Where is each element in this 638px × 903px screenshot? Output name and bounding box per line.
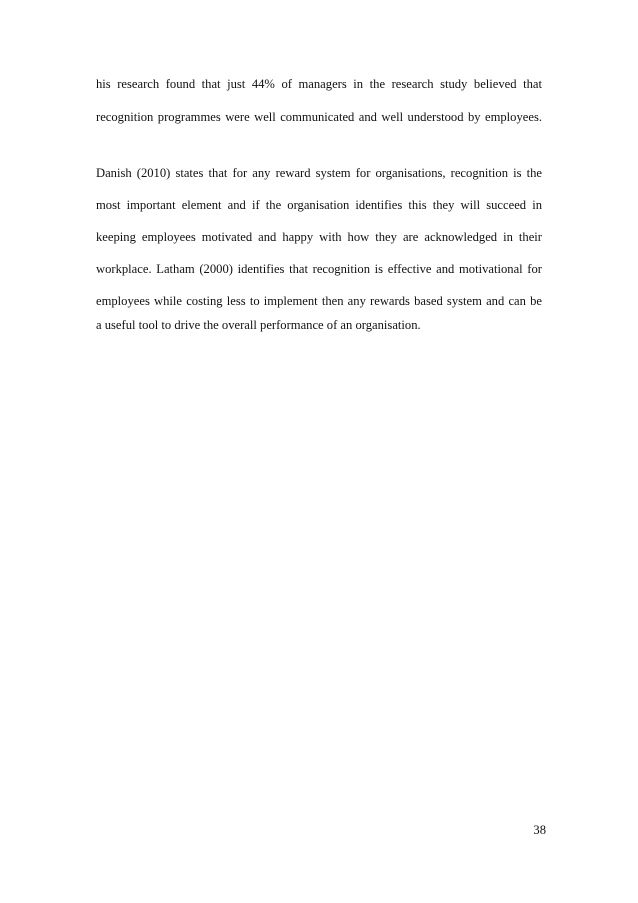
- paragraph-2-line-3: keeping employees motivated and happy with how they are acknowledged in their: [96, 230, 542, 244]
- paragraph-1-line-1: his research found that just 44% of managers in the research study believed that: [96, 77, 542, 91]
- paragraph-2-line-2: most important element and if the organisation identifies this they will succeed in: [96, 198, 542, 212]
- paragraph-2-line-5: employees while costing less to implement then any rewards based system and can be: [96, 294, 542, 308]
- paragraph-2-line-6: a useful tool to drive the overall performance of an organisation.: [96, 318, 421, 332]
- paragraph-2-line-4: workplace. Latham (2000) identifies that recognition is effective and motivational for: [96, 262, 542, 276]
- page-number: 38: [533, 823, 546, 837]
- paragraph-2-line-1: Danish (2010) states that for any reward system for organisations, recognition is the: [96, 166, 542, 180]
- paragraph-1-line-2: recognition programmes were well communicated and well understood by employees.: [96, 110, 542, 124]
